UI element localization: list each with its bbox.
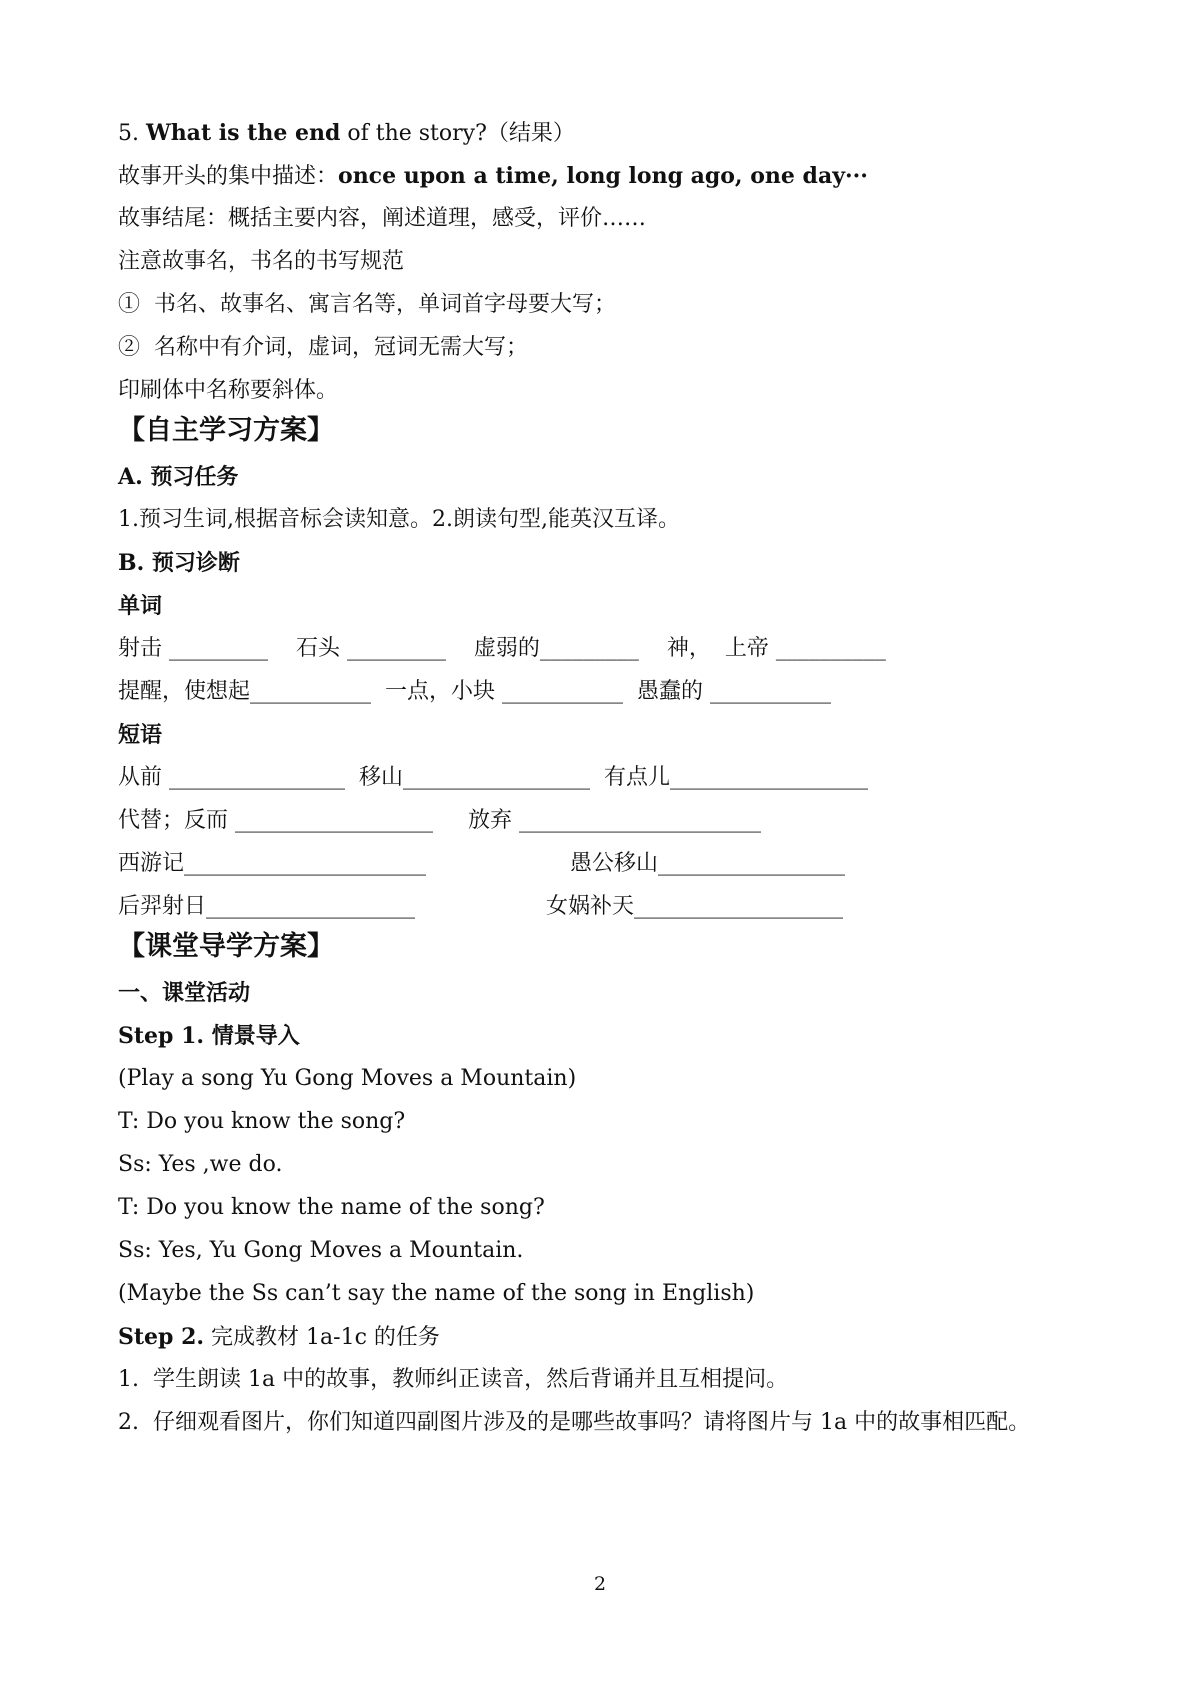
question-5 [118,118,575,149]
rule-2: ② 名称中有介词，虚词，冠词无需大写； [118,335,528,360]
task-2: 2. 仔细观看图片，你们知道四副图片涉及的是哪些故事吗？请将图片与 1a 中的故事相匹配。 [118,1410,1031,1435]
task-1: 1. 学生朗读 1a 中的故事，教师纠正读音，然后背诵并且互相提问。 [118,1367,789,1392]
dialog-line: T: Do you know the song? [118,1109,406,1134]
step-2-title [118,1322,440,1353]
page-number: 2 [593,1573,607,1595]
step-1-label: Step 1. [118,1023,212,1049]
preview-diagnosis-title [118,548,240,578]
phrases-row-2: 代替；反而 __________________ 放弃 ______________________ [118,808,761,833]
words-row-2: 提醒，使想起___________ 一点，小块 ___________ 愚蠢的 ___________ [118,679,831,704]
self-study-heading: 【自主学习方案】 [118,415,334,446]
phrases-row-3b: 愚公移山_________________ [570,851,846,876]
classroom-activities-title: 一、课堂活动 [118,980,251,1006]
section-a-title: 预习任务 [150,464,239,490]
step-2-label: Step 2. [118,1324,205,1350]
beginning-phrases: once upon a time, long long ago, one day··· [338,163,868,189]
section-b-title: 预习诊断 [151,550,240,576]
words-title: 单词 [118,593,163,619]
story-beginning [118,161,868,192]
phrases-row-1: 从前 ________________ 移山_________________ 有点儿__________________ [118,765,868,790]
rule-1: ① 书名、故事名、寓言名等，单词首字母要大写； [118,292,616,317]
question-rest: of the story?（结果） [340,121,575,146]
step-2-name: 完成教材 1a-1c 的任务 [204,1325,440,1350]
note-title: 注意故事名，书名的书写规范 [118,249,405,274]
preview-task-title [118,462,238,492]
preview-task-text: 1.预习生词,根据音标会读知意。2.朗读句型,能英汉互译。 [118,507,680,532]
question-bold: What is the end [145,120,341,146]
dialog-line: (Play a song Yu Gong Moves a Mountain) [118,1066,577,1091]
section-b-label: B. [118,550,152,576]
dialog-line: (Maybe the Ss can’t say the name of the song in English) [118,1281,755,1306]
rule-3: 印刷体中名称要斜体。 [118,378,339,403]
step-1-name: 情景导入 [211,1023,300,1049]
phrases-row-4a: 后羿射日___________________ [118,894,416,919]
phrases-row-4b: 女娲补天___________________ [546,894,844,919]
dialog-line: T: Do you know the name of the song? [118,1195,545,1220]
dialog-line: Ss: Yes ,we do. [118,1152,283,1177]
classroom-heading: 【课堂导学方案】 [118,931,334,962]
words-row-1: 射击 _________ 石头 _________ 虚弱的_________ 神， 上帝 __________ [118,636,886,661]
beginning-label: 故事开头的集中描述： [118,164,339,189]
phrases-title: 短语 [118,722,163,748]
step-1-title [118,1021,300,1051]
phrases-row-3a: 西游记______________________ [118,851,427,876]
story-ending: 故事结尾：概括主要内容，阐述道理，感受，评价…… [118,206,647,231]
section-a-label: A. [118,464,151,490]
question-number: 5. [118,121,146,146]
dialog-line: Ss: Yes, Yu Gong Moves a Mountain. [118,1238,524,1263]
